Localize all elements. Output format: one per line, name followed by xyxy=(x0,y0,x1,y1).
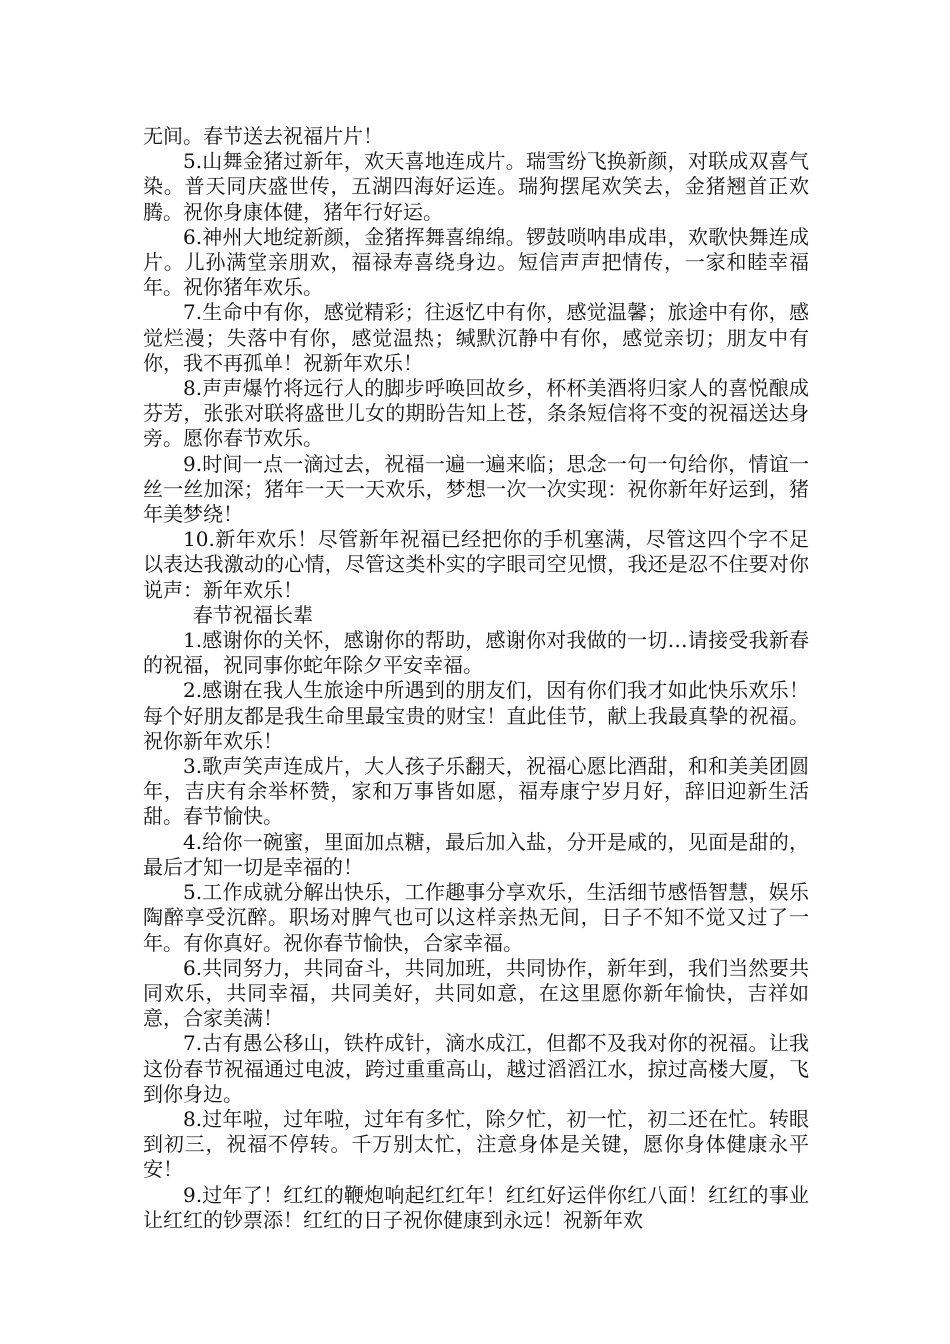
blessing-item: 2.感谢在我人生旅途中所遇到的朋友们，因有你们我才如此快乐欢乐！每个好朋友都是我生命里最宝贵的财宝！直此佳节，献上我最真挚的祝福。祝你新年欢乐！ xyxy=(143,678,809,753)
blessing-item: 5.工作成就分解出快乐，工作趣事分享欢乐，生活细节感悟智慧，娱乐陶醉享受沉醉。职场对脾气也可以这样亲热无间，日子不知不觉又过了一年。有你真好。祝你春节愉快，合家幸福。 xyxy=(143,880,809,955)
blessing-item: 5.山舞金猪过新年，欢天喜地连成片。瑞雪纷飞换新颜，对联成双喜气染。普天同庆盛世传，五湖四海好运连。瑞狗摆尾欢笑去，金猪翘首正欢腾。祝你身康体健，猪年行好运。 xyxy=(143,149,809,224)
blessing-item: 8.声声爆竹将远行人的脚步呼唤回故乡，杯杯美酒将归家人的喜悦酿成芬芳，张张对联将盛世儿女的期盼告知上苍，条条短信将不变的祝福送达身旁。愿你春节欢乐。 xyxy=(143,376,809,451)
blessing-item: 9.时间一点一滴过去，祝福一遍一遍来临；思念一句一句给你，情谊一丝一丝加深；猪年一天一天欢乐，梦想一次一次实现：祝你新年好运到，猪年美梦绕！ xyxy=(143,451,809,527)
blessing-item: 6.神州大地绽新颜，金猪挥舞喜绵绵。锣鼓唢呐串成串，欢歌快舞连成片。儿孙满堂亲朋欢，福禄寿喜绕身边。短信声声把情传，一家和睦幸福年。祝你猪年欢乐。 xyxy=(143,224,809,300)
blessing-item: 1.感谢你的关怀，感谢你的帮助，感谢你对我做的一切…请接受我新春的祝福，祝同事你蛇年除夕平安幸福。 xyxy=(143,628,809,678)
paragraph-continuation: 无间。春节送去祝福片片！ xyxy=(143,124,383,148)
blessing-item: 4.给你一碗蜜，里面加点糖，最后加入盐，分开是咸的，见面是甜的，最后才知一切是幸福的！ xyxy=(143,829,809,879)
section-heading: 春节祝福长辈 xyxy=(193,602,313,627)
blessing-item: 7.古有愚公移山，铁杵成针，滴水成江，但都不及我对你的祝福。让我这份春节祝福通过电波，跨过重重高山，越过滔滔江水，掠过高楼大厦，飞到你身边。 xyxy=(143,1031,809,1106)
blessing-item: 8.过年啦，过年啦，过年有多忙，除夕忙，初一忙，初二还在忙。转眼到初三，祝福不停转。千万别太忙，注意身体是关键，愿你身体健康永平安！ xyxy=(143,1106,809,1182)
blessing-item: 7.生命中有你，感觉精彩；往返忆中有你，感觉温馨；旅途中有你，感觉烂漫；失落中有你，感觉温热；缄默沉静中有你，感觉亲切；朋友中有你，我不再孤单！祝新年欢乐！ xyxy=(143,300,809,375)
document-body xyxy=(143,124,809,1233)
blessing-item: 9.过年了！红红的鞭炮响起红红年！红红好运伴你红八面！红红的事业让红红的钞票添！红红的日子祝你健康到永远！祝新年欢 xyxy=(143,1182,809,1232)
blessing-item: 6.共同努力，共同奋斗，共同加班，共同协作，新年到，我们当然要共同欢乐，共同幸福，共同美好，共同如意，在这里愿你新年愉快，吉祥如意，合家美满！ xyxy=(143,955,809,1031)
blessing-item: 3.歌声笑声连成片，大人孩子乐翻天，祝福心愿比酒甜，和和美美团圆年，吉庆有余举杯赞，家和万事皆如愿，福寿康宁岁月好，辞旧迎新生活甜。春节愉快。 xyxy=(143,754,809,829)
blessing-item: 10.新年欢乐！尽管新年祝福已经把你的手机塞满，尽管这四个字不足以表达我激动的心情，尽管这类朴实的字眼司空见惯，我还是忍不住要对你说声：新年欢乐！ xyxy=(143,527,809,602)
